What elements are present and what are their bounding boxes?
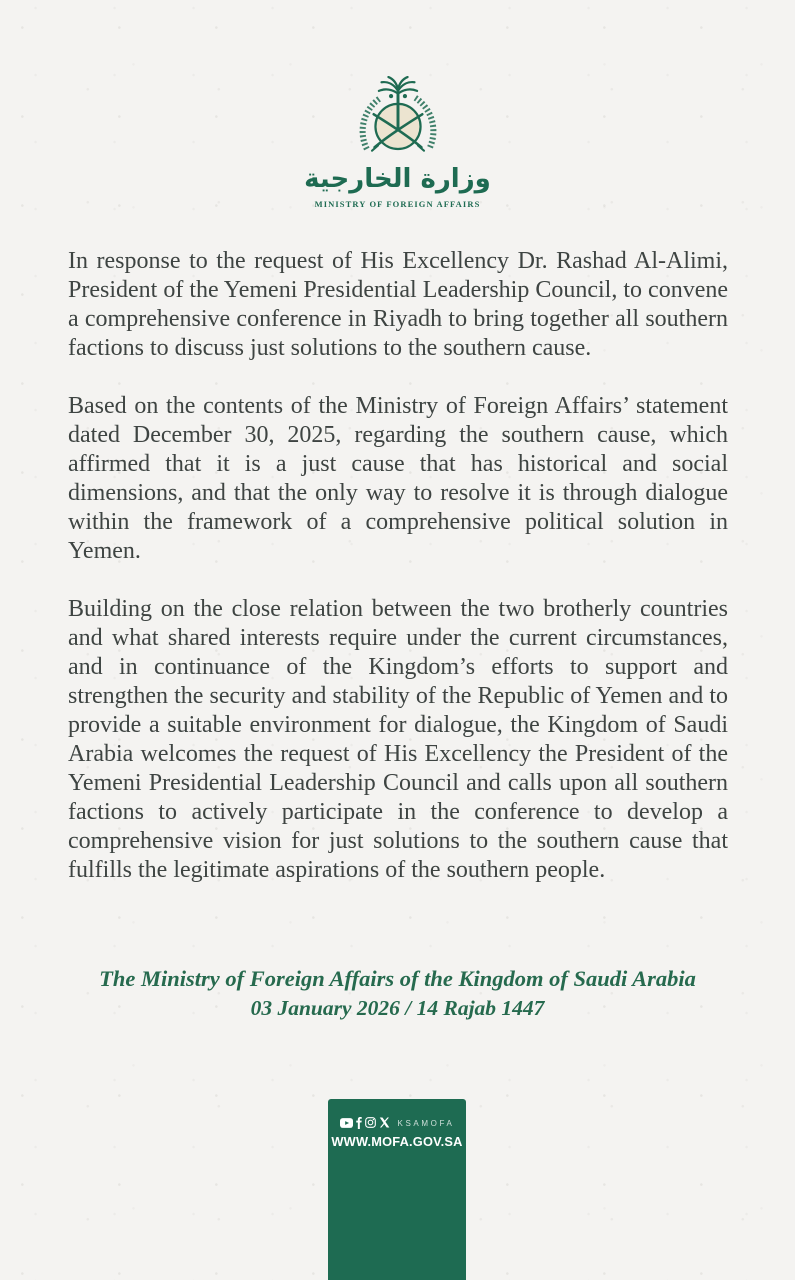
statement-paragraph-1: In response to the request of His Excellency Dr. Rashad Al-Alimi, President of the Yemeni Presidential Leadership Council, to convene a comprehensive conference in Riyadh to bring together all southern factions to discuss just solutions to the southern cause. xyxy=(68,248,728,361)
mofa-english-title: MINISTRY OF FOREIGN AFFAIRS xyxy=(314,198,481,209)
statement-body xyxy=(68,247,728,885)
x-icon xyxy=(379,1117,390,1128)
youtube-icon xyxy=(340,1118,353,1128)
instagram-icon xyxy=(365,1117,376,1128)
mofa-arabic-title: وزارة الخارجية xyxy=(304,164,491,194)
signature-block xyxy=(0,964,795,1022)
statement-paragraph-3: Building on the close relation between the two brotherly countries and what shared interests require under the current circumstances, and in continuance of the Kingdom’s efforts to support and strengthen the security and stability of the Republic of Yemen and to provide a suitable environment for dialogue, the Kingdom of Saudi Arabia welcomes the request of His Excellency the President of the Yemeni Presidential Leadership Council and calls upon all southern factions to actively participate in the conference to develop a comprehensive vision for just solutions to the southern cause that fulfills the legitimate aspirations of the southern people. xyxy=(68,596,728,883)
mofa-logo xyxy=(0,76,795,209)
signature-date: 03 January 2026 / 14 Rajab 1447 xyxy=(250,996,545,1020)
social-handle: KSAMOFA xyxy=(397,1118,455,1128)
facebook-icon xyxy=(356,1117,362,1129)
footer-banner xyxy=(328,1099,466,1280)
website-url: WWW.MOFA.GOV.SA xyxy=(331,1134,463,1149)
palm-and-swords-emblem-icon xyxy=(346,76,450,163)
statement-paragraph-2: Based on the contents of the Ministry of Foreign Affairs’ statement dated December 30, 2025, regarding the southern cause, which affirmed that it is a just cause that has historical and social dimensions, and that the only way to resolve it is through dialogue within the framework of a comprehensive political solution in Yemen. xyxy=(68,393,728,564)
social-icons-row xyxy=(328,1116,466,1129)
signature-organization: The Ministry of Foreign Affairs of the Kingdom of Saudi Arabia xyxy=(99,966,696,991)
